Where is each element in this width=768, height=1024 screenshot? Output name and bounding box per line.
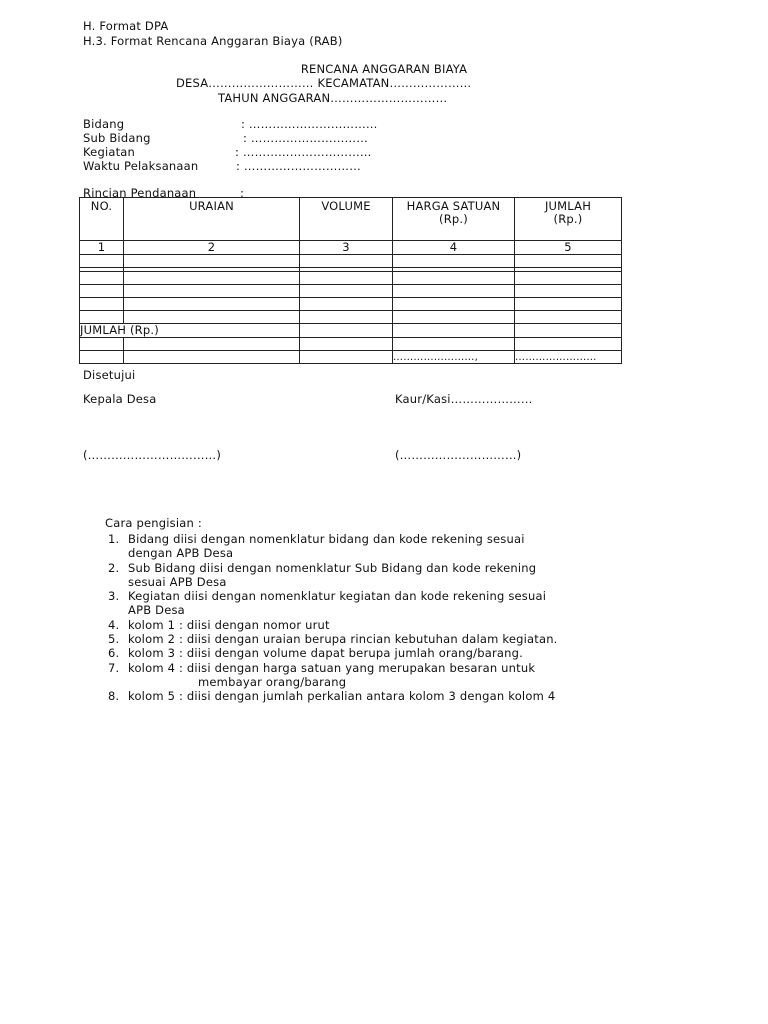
table-row (80, 272, 622, 285)
field-value-waktu: : ………………………… (236, 159, 361, 173)
list-item: APB Desa (128, 603, 185, 618)
table-row (80, 298, 622, 311)
field-value-bidang: : …………………………… (241, 117, 378, 131)
tahun-anggaran-line: TAHUN ANGGARAN………………………… (218, 91, 448, 105)
list-item: 7. kolom 4 : diisi dengan harga satuan yang merupakan besaran untuk (108, 660, 536, 675)
list-item: 5. kolom 2 : diisi dengan uraian berupa rincian kebutuhan dalam kegiatan. (108, 632, 558, 647)
jumlah-total-dots: …………………… (515, 351, 622, 364)
col-header-volume: VOLUME (300, 198, 393, 241)
kepala-desa-name: (……………………………) (83, 448, 222, 462)
table-row (80, 285, 622, 298)
list-item: 6. kolom 3 : diisi dengan volume dapat berupa jumlah orang/barang. (108, 646, 523, 661)
field-value-sub-bidang: : ………………………… (243, 131, 368, 145)
rincian-colon: : (240, 186, 245, 200)
instructions-list (108, 532, 558, 704)
col-header-uraian: URAIAN (124, 198, 300, 241)
harga-satuan-total-dots: ……………………, (393, 351, 515, 364)
instructions-heading: Cara pengisian : (105, 516, 202, 530)
list-item: 8. kolom 5 : diisi dengan jumlah perkalian antara kolom 3 dengan kolom 4 (108, 689, 556, 704)
col-number: 4 (393, 241, 515, 255)
col-number: 1 (80, 241, 124, 255)
table-row (80, 351, 622, 364)
field-label-waktu: Waktu Pelaksanaan (83, 159, 199, 173)
field-label-kegiatan: Kegiatan (83, 145, 136, 159)
kepala-desa-title: Kepala Desa (83, 392, 157, 406)
total-row (80, 324, 622, 338)
col-number: 5 (515, 241, 622, 255)
field-label-bidang: Bidang (83, 117, 125, 131)
column-number-row (80, 241, 622, 255)
col-number: 2 (124, 241, 300, 255)
subsection-heading: H.3. Format Rencana Anggaran Biaya (RAB) (83, 34, 343, 48)
section-heading: H. Format DPA (83, 19, 169, 33)
rincian-label: Rincian Pendanaan (83, 186, 197, 200)
field-label-sub-bidang: Sub Bidang (83, 131, 151, 145)
kaur-kasi-title: Kaur/Kasi………………… (395, 392, 533, 406)
table-header-row (80, 198, 622, 241)
table-row (80, 255, 622, 268)
list-item: 4. kolom 1 : diisi dengan nomor urut (108, 617, 330, 632)
col-number: 3 (300, 241, 393, 255)
list-item: membayar orang/barang (198, 674, 347, 689)
table-row (80, 311, 622, 324)
approved-label: Disetujui (83, 368, 136, 382)
col-header-harga-satuan: HARGA SATUAN (Rp.) (393, 198, 515, 241)
field-value-kegiatan: : …………………………… (235, 145, 372, 159)
desa-kecamatan-line: DESA……………………… KECAMATAN………………… (176, 76, 472, 90)
col-header-no: NO. (80, 198, 124, 241)
list-item: 1. Bidang diisi dengan nomenklatur bidang dan kode rekening sesuai (108, 532, 525, 546)
list-item: sesuai APB Desa (128, 574, 227, 589)
table-row (80, 338, 622, 351)
list-item: dengan APB Desa (128, 546, 234, 561)
rab-table (79, 197, 622, 364)
document-title: RENCANA ANGGARAN BIAYA (300, 62, 468, 76)
kaur-kasi-name: (…………………………) (395, 448, 522, 462)
total-label: JUMLAH (Rp.) (80, 324, 300, 338)
list-item: 2. Sub Bidang diisi dengan nomenklatur Sub Bidang dan kode rekening (108, 560, 537, 575)
col-header-jumlah: JUMLAH (Rp.) (515, 198, 622, 241)
list-item: 3. Kegiatan diisi dengan nomenklatur kegiatan dan kode rekening sesuai (108, 589, 547, 604)
